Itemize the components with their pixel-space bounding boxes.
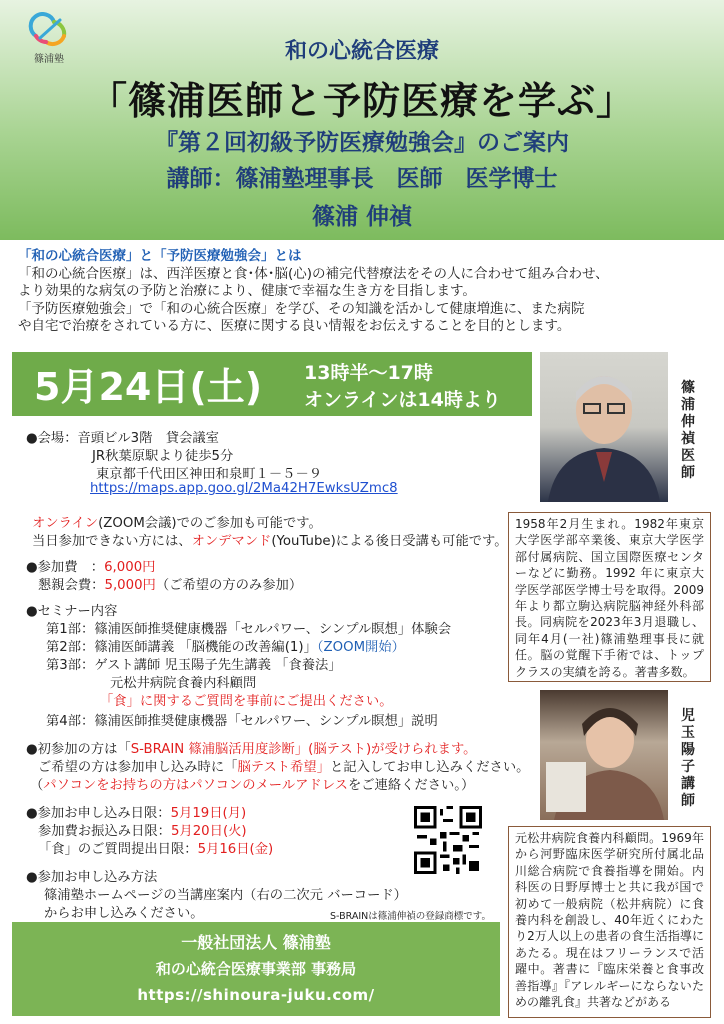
footer-org: 一般社団法人 篠浦塾	[181, 933, 331, 952]
lecturer-photo	[540, 352, 668, 502]
profile1-bio: 1958年2月生まれ。1982年東京大学医学部卒業後、東京大学医学部付属病院、国立国際医療センターなどに勤務。1992 年に東京大学医学部医学博士号を取得。2009年より都立駒込病院脳神経外科部長。同病院を2023年3月退職し、同年4月(一社)篠浦塾理事長に就任。脳の覚醒下手術では、トップクラスの実績を誇る。著書多数。	[508, 512, 711, 682]
intro-line: 「和の心統合医療」は、西洋医療と食･体･脳(心)の補完代替療法をその人に合わせて組み合わせ、	[18, 265, 609, 282]
footer-dept: 和の心統合医療事業部 事務局	[155, 960, 357, 978]
intro-section	[18, 248, 708, 336]
fee-line: ●参加費 ：6,000円	[26, 560, 156, 575]
apply-line1: 篠浦塾ホームページの当講座案内（右の二次元 バーコード）	[44, 888, 407, 903]
online-note: オンライン(ZOOM会議)でのご参加も可能です。	[32, 516, 322, 531]
event-date: 5月24日(土)	[34, 365, 263, 409]
portrait-icon	[540, 352, 668, 502]
deadline-payment: 参加費お振込み日限：5月20日(火)	[38, 824, 247, 839]
sbrain-line1: ●初参加の方は「S-BRAIN 篠浦脳活用度診断」(脳テスト)が受けられます。	[26, 742, 477, 757]
profile2-name: 児玉陽子講師	[681, 708, 695, 809]
logo-text: 篠浦塾	[34, 54, 64, 65]
intro-heading: 「和の心統合医療」と「予防医療勉強会」とは	[18, 248, 302, 264]
party-fee-value: 5,000円	[104, 578, 156, 593]
intro-line: や自宅で治療をされている方に、医療に関する良い情報をお伝えすることを目的とします。	[18, 318, 571, 334]
event-time: 13時半～17時	[304, 362, 433, 384]
footer-url[interactable]: https://shinoura-juku.com/	[137, 986, 375, 1004]
header-banner	[0, 0, 724, 240]
seminar-part3-sub: 元松井病院食養内科顧問	[110, 676, 257, 691]
portrait-icon	[540, 690, 668, 820]
profile1-name: 篠浦伸禎医師	[681, 380, 695, 481]
seminar-part4: 第4部：篠浦医師推奨健康機器「セルパワー、シンプル瞑想」説明	[46, 714, 438, 729]
qr-code-icon[interactable]	[414, 806, 482, 874]
map-link[interactable]: https://maps.app.goo.gl/2Ma42H7EwksUZmc8	[90, 481, 398, 496]
seminar-part3-note: 「食」に関するご質問を事前にご提出ください。	[100, 694, 393, 709]
seminar-heading: ●セミナー内容	[26, 604, 118, 619]
guest-photo	[540, 690, 668, 820]
seminar-part3: 第3部：ゲスト講師 児玉陽子先生講義 「食養法」	[46, 658, 342, 673]
venue-label: ●会場：音頭ビル3階 貸会議室	[26, 431, 219, 446]
lecturer-name: 篠浦 伸禎	[311, 204, 412, 230]
trademark-note: S-BRAINは篠浦伸禎の登録商標です。	[330, 911, 492, 922]
venue-access: JR秋葉原駅より徒歩5分	[92, 449, 234, 464]
venue-address: 東京都千代田区神田和泉町１－５－９	[96, 467, 323, 482]
main-title: 「篠浦医師と予防医療を学ぶ」	[88, 79, 635, 123]
party-fee-line: 懇親会費：5,000円（ご希望の方のみ参加）	[38, 578, 303, 593]
deadline-apply: ●参加お申し込み日限：5月19日(月)	[26, 806, 247, 821]
apply-line2: からお申し込みください。	[44, 906, 204, 921]
ondemand-note: 当日参加できない方には、オンデマンド(YouTube)による後日受講も可能です。	[32, 534, 508, 549]
profile2-bio: 元松井病院食養内科顧問。1969年から河野臨床医学研究所付属北品川総合病院で食養指導を開始。内科医の日野厚博士と共に我が国で初めて一般病院（松井病院）に食養内科を創設し、40年近くにわたり2万人以上の患者の食生活指導にあたる。現在はフリーランスで活躍中。著書に『臨床栄養と食事改善指導』『アレルギーにならないための離乳食』共著などがある	[508, 826, 711, 1018]
org-title: 和の心統合医療	[284, 39, 439, 64]
sbrain-line3: （パソコンをお持ちの方はパソコンのメールアドレスをご連絡ください。）	[30, 778, 475, 793]
online-time: オンラインは14時より	[304, 389, 501, 411]
sbrain-line2: ご希望の方は参加申し込み時に「脳テスト希望」と記入してお申し込みください。	[38, 760, 530, 775]
date-banner	[12, 352, 532, 416]
footer-banner	[12, 922, 500, 1016]
intro-line: より効果的な病気の予防と治療により、健康で幸福な生き方を目指します。	[18, 283, 476, 299]
deadline-question: 「食」のご質問提出日限：5月16日(金)	[38, 842, 274, 857]
apply-heading: ●参加お申し込み方法	[26, 870, 158, 885]
seminar-part1: 第1部：篠浦医師推奨健康機器「セルパワー、シンプル瞑想」体験会	[46, 622, 452, 637]
subtitle: 『第２回初級予防医療勉強会』のご案内	[155, 130, 569, 156]
lecturer-line: 講師：篠浦塾理事長 医師 医学博士	[166, 166, 558, 192]
seminar-part2: 第2部：篠浦医師講義 「脳機能の改善編(1)」（ZOOM開始）	[46, 640, 405, 655]
intro-line: 「予防医療勉強会」で「和の心統合医療」を学び、その知識を活かして健康増進に、また病院	[18, 300, 585, 317]
fee-value: 6,000円	[104, 560, 156, 575]
